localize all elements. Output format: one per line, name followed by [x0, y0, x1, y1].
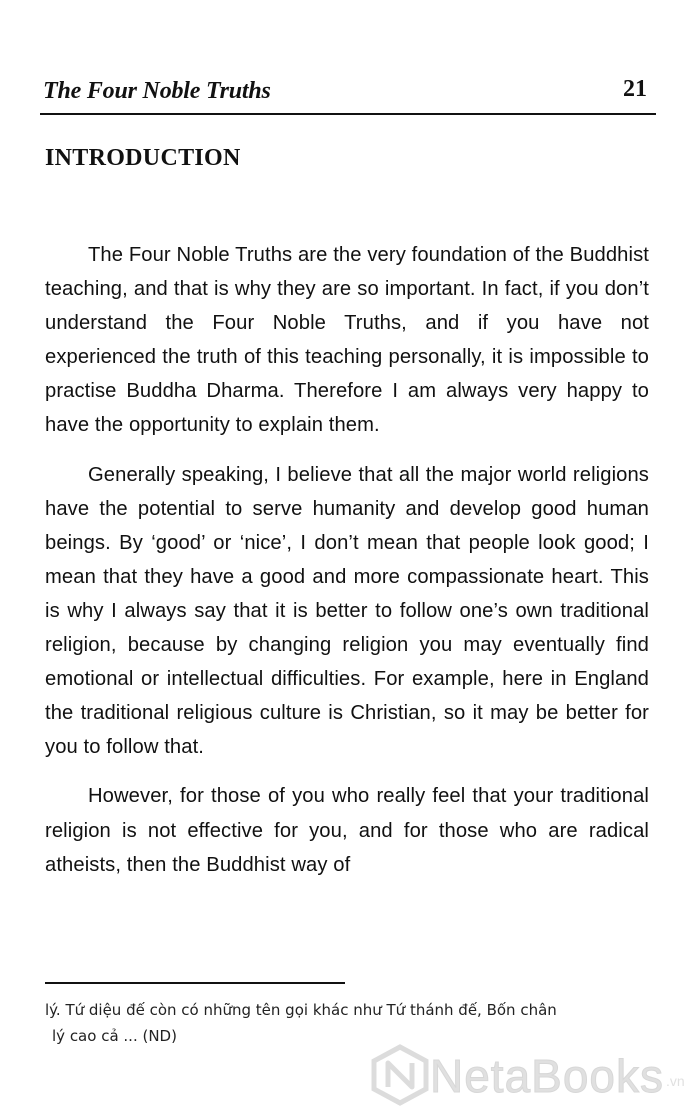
paragraph: However, for those of you who really feel that your traditional religion is not effective for you, and for those who are radical atheists, then the Buddhist way of — [45, 785, 649, 876]
watermark-text: NetaBooks — [430, 1050, 665, 1102]
footnote-rule — [45, 982, 345, 984]
page-number: 21 — [623, 76, 647, 102]
watermark — [368, 1043, 688, 1113]
footnote-line: lý. Tứ diệu đế còn có những tên gọi khác như Tứ thánh đế, Bốn chân — [45, 1001, 557, 1019]
section-heading: INTRODUCTION — [45, 145, 241, 171]
body-text — [45, 238, 649, 897]
header-rule — [40, 113, 656, 115]
footnote — [45, 997, 665, 1049]
footnote-line: lý cao cả ... (ND) — [52, 1027, 177, 1045]
paragraph: Generally speaking, I believe that all the major world religions have the potential to serve humanity and develop good human beings. By ‘good’ or ‘nice’, I don’t mean that people look good; I mean that they have a good and more compassionate heart. This is why I always say that it is better to follow one’s own traditional religion, because by changing religion you may eventually find emotional or intellectual difficulties. For example, here in England the traditional religious culture is Christian, so it may be better for you to follow that. — [45, 463, 649, 759]
running-title: The Four Noble Truths — [43, 78, 271, 104]
netabooks-logo-icon — [368, 1043, 432, 1107]
paragraph: The Four Noble Truths are the very foundation of the Buddhist teaching, and that is why they are so important. In fact, if you don’t understand the Four Noble Truths, and if you have not experienced the truth of this teaching personally, it is impossible to practise Buddha Dharma. Therefore I am always very happy to have the opportunity to explain them. — [45, 244, 649, 437]
watermark-suffix: .vn — [666, 1073, 685, 1089]
running-header — [43, 76, 655, 112]
